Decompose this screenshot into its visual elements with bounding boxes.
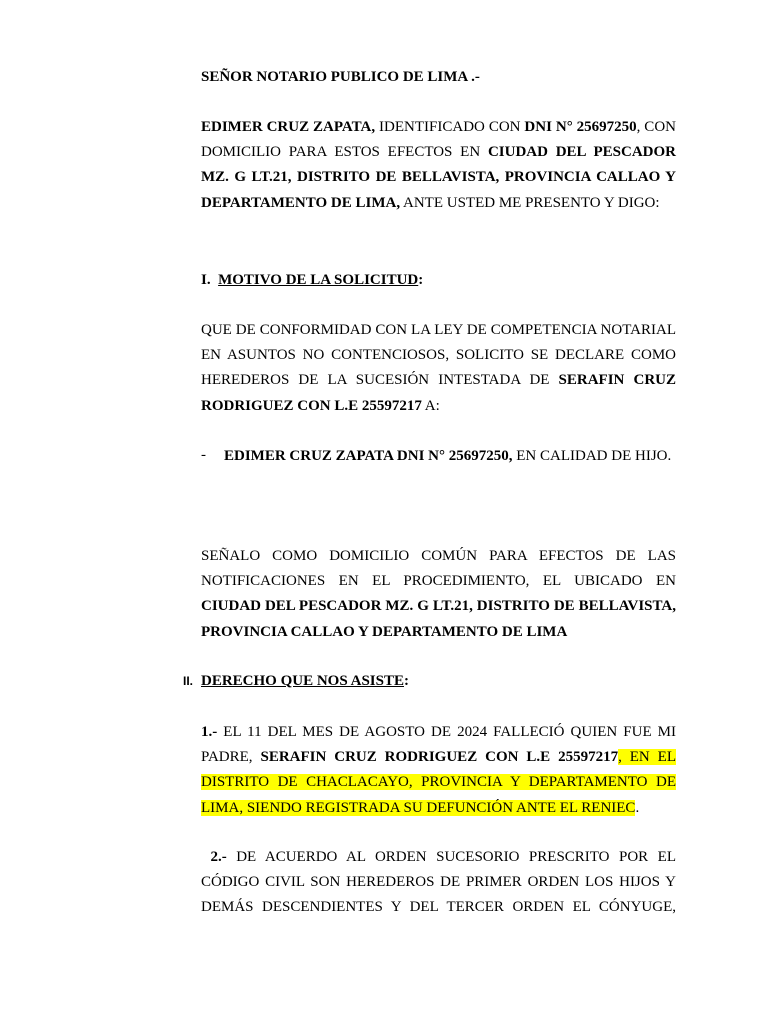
petitioner-address: CIUDAD DEL PESCADOR MZ. G LT.21, DISTRITO DE BELLAVISTA, PROVINCIA CALLAO Y DEPARTAMENTO DE LIMA, [201,144,676,211]
section-2-number: II. [183,674,194,688]
intro-paragraph: EDIMER CRUZ ZAPATA, IDENTIFICADO CON DNI N° 25697250, CON DOMICILIO PARA ESTOS EFECTOS EN CIUDAD DEL PESCADOR MZ. G LT.21, DISTRITO DE BELLAVISTA, PROVINCIA CALLAO Y DEPARTAMENTO DE LIMA, ANTE USTED ME PRESENTO Y DIGO: [201,119,676,211]
petitioner-name: EDIMER CRUZ ZAPATA, [201,119,376,135]
deceased-name: SERAFIN CRUZ RODRIGUEZ CON L.E 25597217 [201,372,676,414]
heir-bullet-dash: - [201,447,206,463]
point-2-number: 2.- [210,849,227,865]
section-2-title: DERECHO QUE NOS ASISTE [201,673,404,689]
point-1-paragraph: 1.- EL 11 DEL MES DE AGOSTO DE 2024 FALLECIÓ QUIEN FUE MI PADRE, SERAFIN CRUZ RODRIGUEZ CON L.E 25597217, EN EL DISTRITO DE CHACLACAYO, PROVINCIA Y DEPARTAMENTO DE LIMA, SIENDO REGISTRADA SU DEFUNCIÓN ANTE EL RENIEC. [201,724,676,816]
heir-list-item: EDIMER CRUZ ZAPATA DNI N° 25697250, EN CALIDAD DE HIJO. [224,448,672,464]
section-1-heading: I. MOTIVO DE LA SOLICITUD: [201,272,424,288]
point-1-number: 1.- [201,724,218,740]
section-1-title: MOTIVO DE LA SOLICITUD [218,272,419,288]
point-1-deceased: SERAFIN CRUZ RODRIGUEZ CON L.E 25597217 [260,749,619,766]
request-paragraph: QUE DE CONFORMIDAD CON LA LEY DE COMPETENCIA NOTARIAL EN ASUNTOS NO CONTENCIOSOS, SOLICITO SE DECLARE COMO HEREDEROS DE LA SUCESIÓN INTESTADA DE SERAFIN CRUZ RODRIGUEZ CON L.E 25597217 A: [201,322,676,414]
heir-name: EDIMER CRUZ ZAPATA DNI N° 25697250, [224,448,513,464]
section-1-number: I. [201,272,211,288]
document-heading: SEÑOR NOTARIO PUBLICO DE LIMA .- [201,69,480,85]
domicile-paragraph: SEÑALO COMO DOMICILIO COMÚN PARA EFECTOS DE LAS NOTIFICACIONES EN EL PROCEDIMIENTO, EL UBICADO EN CIUDAD DEL PESCADOR MZ. G LT.21, DISTRITO DE BELLAVISTA, PROVINCIA CALLAO Y DEPARTAMENTO DE LIMA [201,548,676,640]
point-2-paragraph: 2.- DE ACUERDO AL ORDEN SUCESORIO PRESCRITO POR EL CÓDIGO CIVIL SON HEREDEROS DE PRIMER ORDEN LOS HIJOS Y DEMÁS DESCENDIENTES Y DEL TERCER ORDEN EL CÓNYUGE, [201,849,676,916]
section-2-heading: DERECHO QUE NOS ASISTE: [201,673,409,689]
petitioner-dni: DNI N° 25697250 [524,119,637,135]
domicile-address: CIUDAD DEL PESCADOR MZ. G LT.21, DISTRITO DE BELLAVISTA, PROVINCIA CALLAO Y DEPARTAMENTO DE LIMA [201,598,676,640]
point-1-highlighted-text: , EN EL DISTRITO DE CHACLACAYO, PROVINCIA Y DEPARTAMENTO DE LIMA, SIENDO REGISTRADA SU DEFUNCIÓN ANTE EL RENIEC [201,749,676,816]
